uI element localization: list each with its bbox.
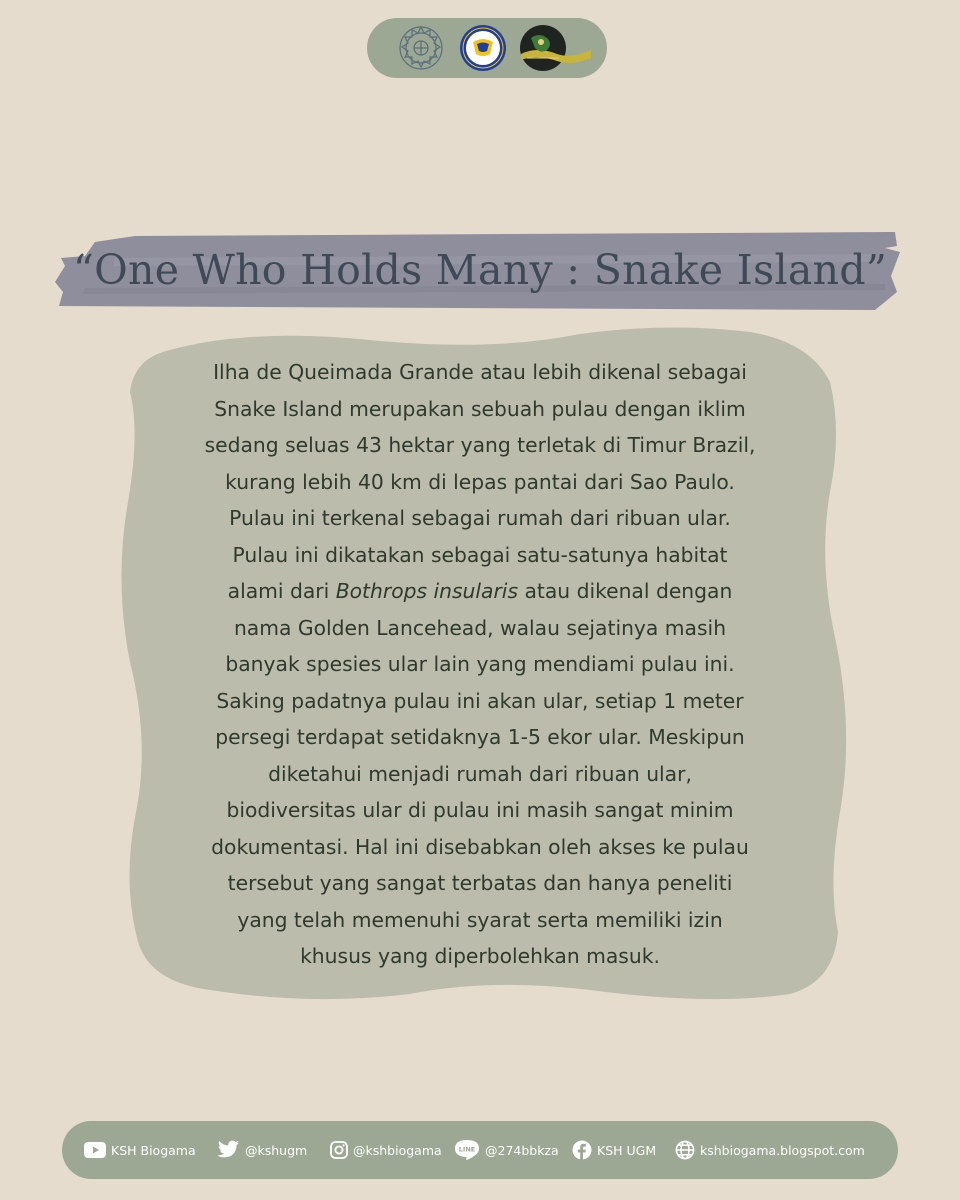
- website-link[interactable]: [675, 1138, 865, 1162]
- body-line: Saking padatnya pulau ini akan ular, setiap 1 meter: [216, 688, 744, 713]
- youtube-icon: [84, 1142, 106, 1158]
- body-line: persegi terdapat setidaknya 1-5 ekor ular. Meskipun: [215, 725, 745, 749]
- body-line: biodiversitas ular di pulau ini masih sangat minim: [226, 798, 734, 822]
- instagram-link[interactable]: [330, 1138, 442, 1162]
- body-paragraph: [130, 354, 830, 975]
- kukang-emblem-icon: [517, 24, 593, 72]
- logo-pill: [367, 18, 607, 78]
- body-line: Pulau ini dikatakan sebagai satu-satunya habitat: [232, 542, 728, 567]
- body-line: Snake Island merupakan sebuah pulau dengan iklim: [214, 396, 746, 421]
- species-name: Bothrops insularis: [335, 579, 519, 603]
- facebook-icon: [572, 1140, 592, 1160]
- body-line: dokumentasi. Hal ini disebabkan oleh akses ke pulau: [211, 834, 749, 859]
- body-line: banyak spesies ular lain yang mendiami pulau ini.: [225, 652, 735, 676]
- body-line: Ilha de Queimada Grande atau lebih dikenal sebagai: [213, 360, 747, 384]
- body-line: tersebut yang sangat terbatas dan hanya peneliti: [227, 871, 733, 895]
- body-line: Pulau ini terkenal sebagai rumah dari ribuan ular.: [229, 506, 731, 530]
- social-footer: [62, 1121, 898, 1179]
- body-line: [130, 573, 830, 610]
- body-line: khusus yang diperbolehkan masuk.: [300, 944, 660, 968]
- line-label: @274bbkza: [485, 1142, 559, 1158]
- youtube-label: KSH Biogama: [111, 1142, 196, 1158]
- line-icon: [454, 1139, 480, 1161]
- body-line: yang telah memenuhi syarat serta memiliki izin: [237, 907, 723, 932]
- body-line: sedang seluas 43 hektar yang terletak di Timur Brazil,: [204, 433, 756, 457]
- twitter-icon: [216, 1140, 240, 1160]
- youtube-link[interactable]: [84, 1138, 196, 1162]
- globe-icon: [675, 1140, 695, 1160]
- twitter-label: @kshugm: [245, 1142, 308, 1158]
- body-line: kurang lebih 40 km di lepas pantai dari Sao Paulo.: [225, 469, 735, 494]
- body-line-prefix: alami dari: [227, 579, 336, 603]
- svg-text:LINE: LINE: [458, 1145, 476, 1154]
- study-group-emblem-icon: [459, 24, 507, 72]
- body-line-suffix: atau dikenal dengan: [518, 579, 733, 603]
- website-label: kshbiogama.blogspot.com: [700, 1142, 865, 1158]
- body-line: nama Golden Lancehead, walau sejatinya masih: [233, 615, 727, 640]
- facebook-label: KSH UGM: [597, 1142, 657, 1158]
- instagram-icon: [330, 1141, 348, 1159]
- line-link[interactable]: [454, 1138, 559, 1162]
- instagram-label: @kshbiogama: [353, 1142, 442, 1158]
- body-line: diketahui menjadi rumah dari ribuan ular,: [268, 761, 692, 786]
- facebook-link[interactable]: [572, 1138, 656, 1162]
- twitter-link[interactable]: [216, 1138, 307, 1162]
- university-seal-icon: [397, 24, 445, 72]
- page-title: “One Who Holds Many : Snake Island”: [72, 246, 888, 294]
